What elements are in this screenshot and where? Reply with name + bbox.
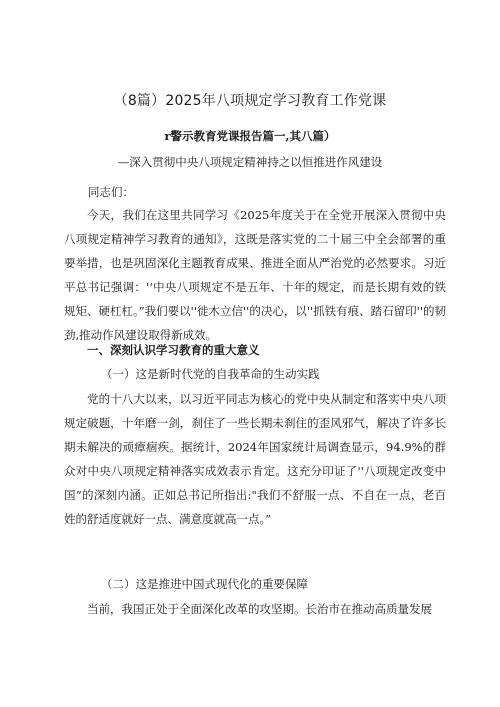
document-subhead: —深入贯彻中央八项规定精神持之以恒推进作风建设 [117,155,383,169]
document-title: （8篇）2025年八项规定学习教育工作党课 [113,93,387,109]
greeting: 同志们： [88,185,134,199]
paragraph-1-2: 当前，我国正处于全面深化改革的攻坚期。长治市在推动高质量发展 [87,602,432,616]
paragraph-1-1: 党的十八大以来，以习近平同志为核心的党中央从制定和落实中央八项规定破题，十年磨一剑，刹住了一些长期未刹住的歪风邪气，解决了许多长期未解决的顽瘴痼疾。据统计，2024年国家统计局调查显示，94.9%的群众对中央八项规定精神落实成效表示肯定。这充分印证了''八项规定改变中国”的深刻内涵。正如总书记所指出:"我们不舒服一点、不自在一点，老百姓的舒适度就好一点、满意度就高一点。” [64,392,446,526]
section-heading-1: 一、深刻认识学习教育的重大意义 [87,343,260,357]
document-subtitle: r警示教育党课报告篇一,其八篇） [164,129,336,143]
subsection-heading-1-2: （二）这是推进中国式现代化的重要保障 [101,577,308,591]
paragraph-intro: 今天，我们在这里共同学习《2025年度关于在全党开展深入贯彻中央八项规定精神学习教育的通知》，这既是落实党的二十届三中全会部署的重要举措，也是巩固深化主题教育成果、推进全面从严治党的必然要求。习近平总书记强调：'‘中央八项规定不是五年、十年的规定，而是长期有效的铁规矩、硬杠杠。”我们要以''徙木立信''的决心，以''抓铁有痕、踏石留印''的韧劲,推动作风建设取得新成效。 [64,208,446,342]
subsection-heading-1-1: （一）这是新时代党的自我革命的生动实践 [101,367,320,381]
